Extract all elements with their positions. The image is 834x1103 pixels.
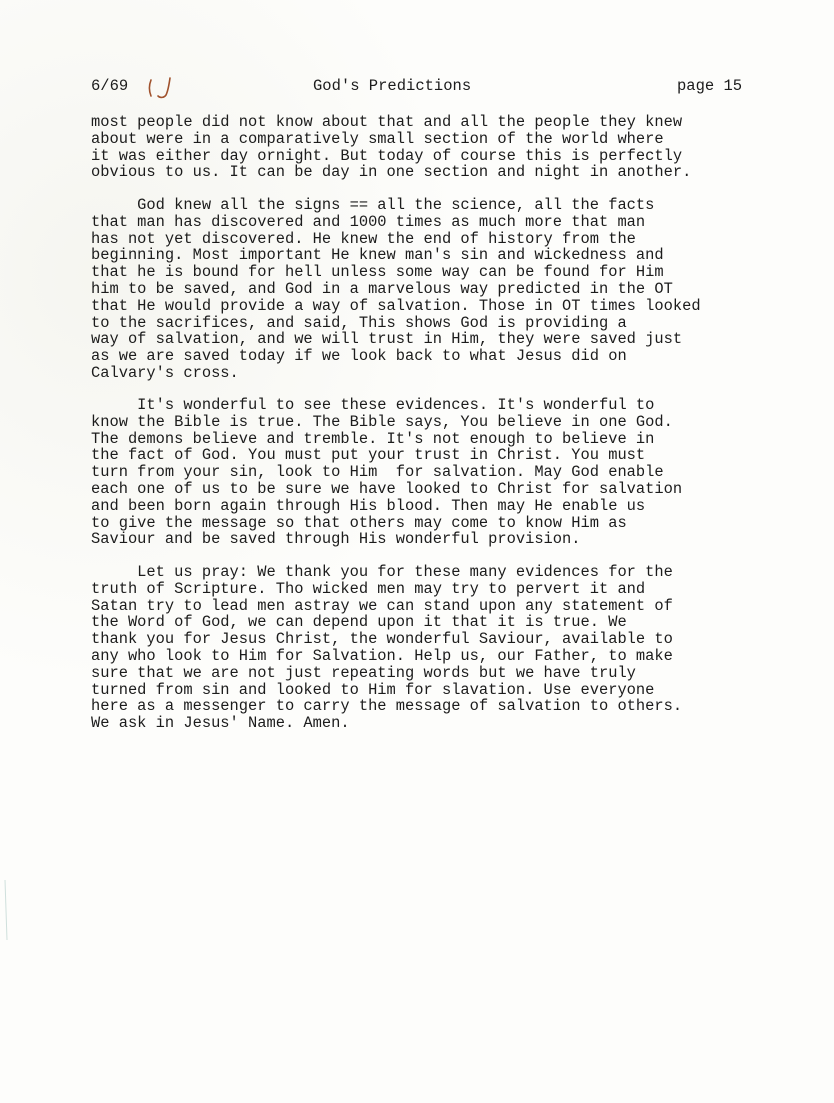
paragraph-3: It's wonderful to see these evidences. It's wonderful to know the Bible is true. The Bible says, You believe in one God. The demons believe and tremble. It's not enough to believe in the fact of God. You must put your trust in Christ. You must turn from your sin, look to Him for salvation. May God enable each one of us to be sure we have looked to Christ for salvation and been born again through His blood. Then may He enable us to give the message so that others may come to know Him as Saviour and be saved through His wonderful provision. <box>91 396 683 549</box>
handwritten-pen-mark <box>146 77 176 101</box>
paragraph-2: God knew all the signs == all the science, all the facts that man has discovered and 1000 times as much more that man has not yet discovered. He knew the end of history from the beginning. Most important He knew man's sin and wickedness and that he is bound for hell unless some way can be found for Him him to be saved, and God in a marvelous way predicted in the OT that He would provide a way of salvation. Those in OT times looked to the sacrifices, and said, This shows God is providing a way of salvation, and we will trust in Him, they were saved just as we are saved today if we look back to what Jesus did on Calvary's cross. <box>91 196 701 382</box>
page-number: page 15 <box>677 77 743 95</box>
paragraph-4: Let us pray: We thank you for these many evidences for the truth of Scripture. Tho wicked men may try to pervert it and Satan try to lead men astray we can stand upon any statement of the Word of God, we can depend upon it that it is true. We thank you for Jesus Christ, the wonderful Saviour, available to any who look to Him for Salvation. Help us, our Father, to make sure that we are not just repeating words but we have truly turned from sin and looked to Him for slavation. Use everyone here as a messenger to carry the message of salvation to others. We ask in Jesus' Name. Amen. <box>91 563 683 733</box>
page-title: God's Predictions <box>313 77 472 95</box>
page-header <box>91 77 751 99</box>
scan-streak <box>4 880 8 940</box>
paragraph-1: most people did not know about that and all the people they knew about were in a comparatively small section of the world where it was either day ornight. But today of course this is perfectly obvious to us. It can be day in one section and night in another. <box>91 113 692 182</box>
header-date: 6/69 <box>91 77 129 95</box>
